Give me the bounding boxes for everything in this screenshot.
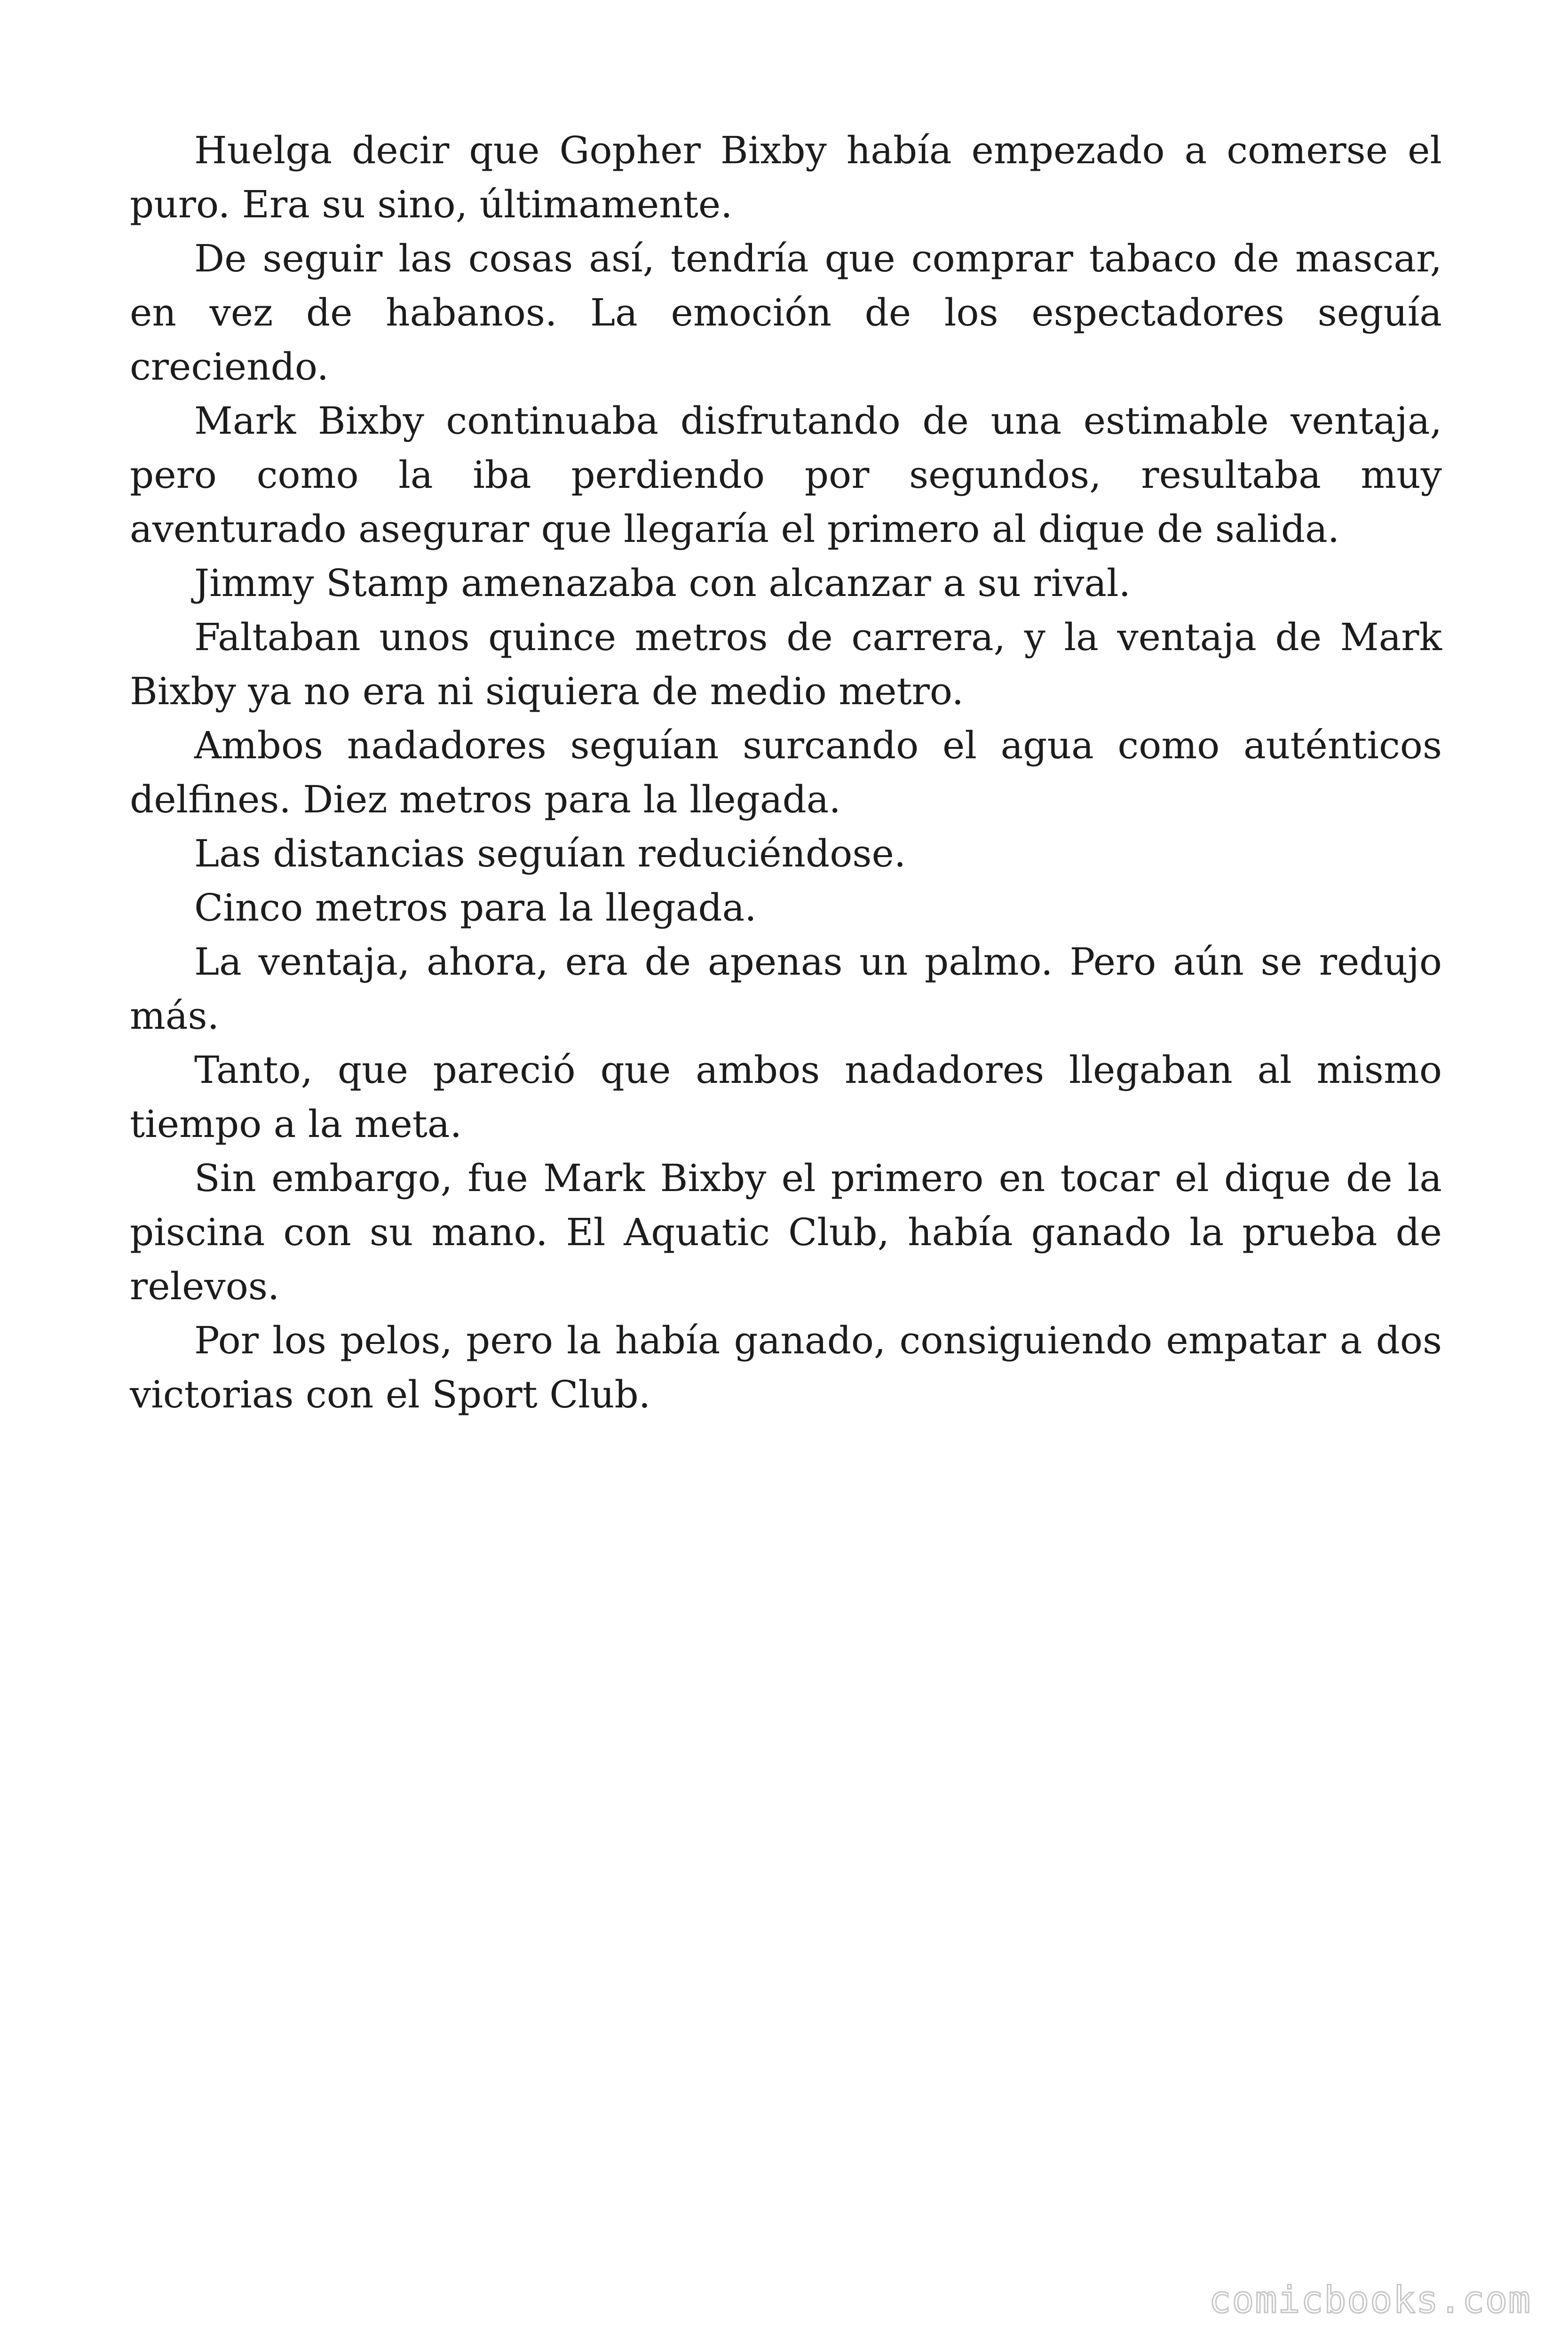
paragraph-1: Huelga decir que Gopher Bixby había empezado a comerse el puro. Era su sino, últimamente. — [130, 128, 1442, 226]
paragraph-12: Por los pelos, pero la había ganado, consiguiendo empatar a dos victorias con el Sport Club. — [130, 1319, 1442, 1416]
paragraph-11: Sin embargo, fue Mark Bixby el primero en tocar el dique de la piscina con su mano. El Aquatic Club, había ganado la prueba de relevos. — [130, 1156, 1442, 1308]
paragraph-2: De seguir las cosas así, tendría que comprar tabaco de mascar, en vez de habanos. La emoción de los espectadores seguía creciendo. — [130, 237, 1442, 389]
paragraph-5: Faltaban unos quince metros de carrera, y la ventaja de Mark Bixby ya no era ni siquiera de medio metro. — [130, 615, 1442, 713]
paragraph-7: Las distancias seguían reduciéndose. — [194, 832, 906, 875]
paragraph-9: La ventaja, ahora, era de apenas un palmo. Pero aún se redujo más. — [130, 940, 1442, 1038]
body-text — [130, 123, 1442, 1422]
paragraph-3: Mark Bixby continuaba disfrutando de una estimable ventaja, pero como la iba perdiendo por segundos, resultaba muy aventurado asegurar que llegaría el primero al dique de salida. — [130, 399, 1442, 551]
watermark: comicbooks.com — [1209, 2279, 1531, 2321]
paragraph-6: Ambos nadadores seguían surcando el agua como auténticos delfines. Diez metros para la llegada. — [130, 723, 1442, 821]
paragraph-4: Jimmy Stamp amenazaba con alcanzar a su rival. — [194, 561, 1131, 605]
paragraph-10: Tanto, que pareció que ambos nadadores llegaban al mismo tiempo a la meta. — [130, 1048, 1442, 1146]
paragraph-8: Cinco metros para la llegada. — [194, 886, 757, 930]
